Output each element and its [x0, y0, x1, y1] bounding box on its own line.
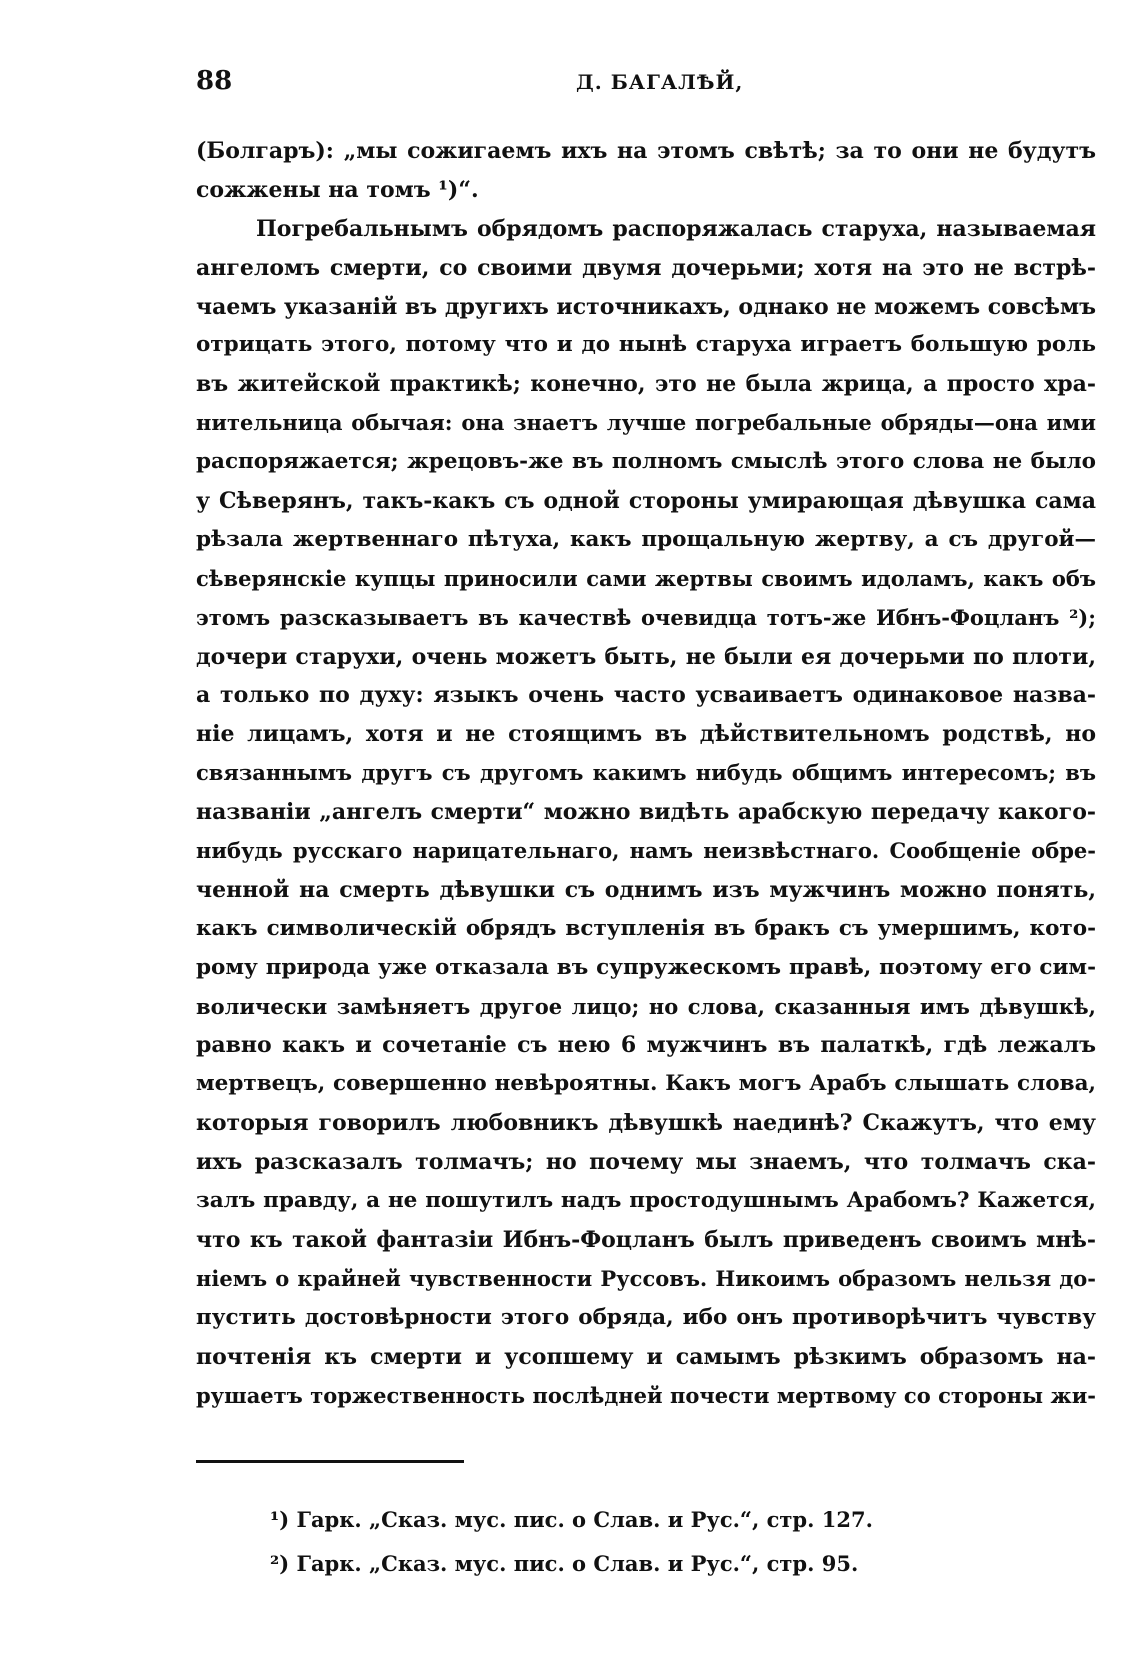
text-line: названіи „ангелъ смерти“ можно видѣть арабскую передачу какого-	[196, 799, 1096, 826]
text-line: ангеломъ смерти, со своими двумя дочерьми; хотя на это не встрѣ-	[196, 254, 1096, 281]
text-line: а только по духу: языкъ очень часто усваиваетъ одинаковое назва-	[196, 682, 1096, 709]
text-line: залъ правду, а не пошутилъ надъ простодушнымъ Арабомъ? Кажется,	[196, 1188, 1096, 1214]
footnote-1: ¹) Гарк. „Сказ. мус. пис. о Слав. и Рус.“, стр. 127.	[270, 1507, 873, 1532]
text-line: нительница обычая: она знаетъ лучше погребальные обряды—она ими	[196, 410, 1096, 436]
text-line: которыя говорилъ любовникъ дѣвушкѣ наединѣ? Скажутъ, что ему	[196, 1110, 1096, 1137]
text-line: рѣзала жертвеннаго пѣтуха, какъ прощальную жертву, а съ другой—	[196, 526, 1096, 552]
text-line: рушаетъ торжественность послѣдней почести мертвому со стороны жи-	[196, 1382, 1096, 1408]
text-line: ченной на смерть дѣвушки съ однимъ изъ мужчинъ можно понять,	[196, 876, 1096, 903]
footnotes	[270, 1498, 1090, 1586]
page-header	[196, 66, 1096, 106]
text-line: Погребальнымъ обрядомъ распоряжалась старуха, называемая	[256, 215, 1096, 242]
text-line: мертвецъ, совершенно невѣроятны. Какъ могъ Арабъ слышать слова,	[196, 1071, 1096, 1097]
text-line: волически замѣняетъ другое лицо; но слова, сказанныя имъ дѣвушкѣ,	[196, 993, 1096, 1019]
text-line: распоряжается; жрецовъ-же въ полномъ смыслѣ этого слова не было	[196, 449, 1096, 475]
text-line: отрицать этого, потому что и до нынѣ старуха играетъ большую роль	[196, 332, 1096, 358]
footnote-2: ²) Гарк. „Сказ. мус. пис. о Слав. и Рус.“, стр. 95.	[270, 1551, 859, 1576]
text-line: нибудь русскаго нарицательнаго, намъ неизвѣстнаго. Сообщеніе обре-	[196, 838, 1096, 864]
text-line: пустить достовѣрности этого обряда, ибо онъ противорѣчитъ чувству	[196, 1304, 1096, 1330]
text-line: почтенія къ смерти и усопшему и самымъ рѣзкимъ образомъ на-	[196, 1343, 1096, 1370]
text-line: ніе лицамъ, хотя и не стоящимъ въ дѣйствительномъ родствѣ, но	[196, 721, 1096, 748]
footnote-divider	[196, 1460, 464, 1463]
text-line: рому природа уже отказала въ супружескомъ правѣ, поэтому его сим-	[196, 954, 1096, 980]
text-line: ихъ разсказалъ толмачъ; но почему мы знаемъ, что толмачъ ска-	[196, 1149, 1096, 1176]
text-line: равно какъ и сочетаніе съ нею 6 мужчинъ въ палаткѣ, гдѣ лежалъ	[196, 1032, 1096, 1059]
text-line: чаемъ указаній въ другихъ источникахъ, однако не можемъ совсѣмъ	[196, 293, 1096, 320]
running-head: Д. БАГАЛѢЙ,	[576, 70, 744, 94]
text-line: сожжены на томъ ¹)“.	[196, 176, 479, 203]
text-line: дочери старухи, очень можетъ быть, не были ея дочерьми по плоти,	[196, 643, 1096, 670]
text-line: какъ символическій обрядъ вступленія въ бракъ съ умершимъ, кото-	[196, 915, 1096, 941]
text-line: у Сѣверянъ, такъ-какъ съ одной стороны умирающая дѣвушка сама	[196, 488, 1096, 515]
text-line: что къ такой фантазіи Ибнъ-Фоцланъ былъ приведенъ своимъ мнѣ-	[196, 1226, 1096, 1253]
text-line: въ житейской практикѣ; конечно, это не была жрица, а просто хра-	[196, 371, 1096, 398]
text-line: ніемъ о крайней чувственности Руссовъ. Никоимъ образомъ нельзя до-	[196, 1265, 1096, 1291]
body-text	[196, 132, 1096, 1415]
text-line: связаннымъ другъ съ другомъ какимъ нибудь общимъ интересомъ; въ	[196, 760, 1096, 786]
page-number: 88	[196, 66, 233, 96]
text-line: этомъ разсказываетъ въ качествѣ очевидца тотъ-же Ибнъ-Фоцланъ ²);	[196, 604, 1096, 630]
text-line: (Болгаръ): „мы сожигаемъ ихъ на этомъ свѣтѣ; за то они не будутъ	[196, 138, 1096, 164]
text-line: сѣверянскіе купцы приносили сами жертвы своимъ идоламъ, какъ объ	[196, 565, 1096, 591]
